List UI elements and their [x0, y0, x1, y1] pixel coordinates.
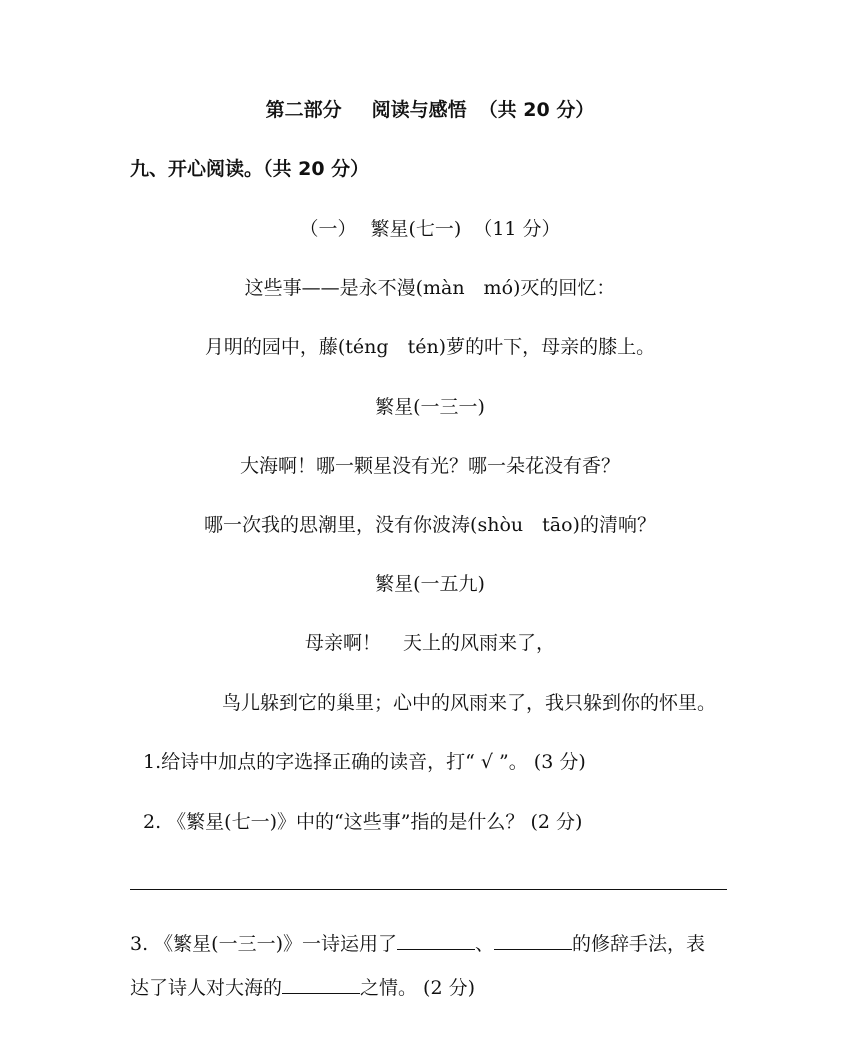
question-3-text-c: 达了诗人对大海的	[130, 977, 283, 999]
poem1-score: （11 分）	[473, 218, 561, 240]
answer-blank-2[interactable]	[494, 931, 572, 950]
poem2-title: 繁星(一三一)	[375, 396, 485, 418]
poem3-title: 繁星(一五九)	[375, 573, 485, 595]
question-3-text-a: 3. 《繁星(一三一)》一诗运用了	[130, 933, 397, 955]
poem2-line2: 哪一次我的思潮里，没有你波涛(shòu tāo)的清响？	[204, 514, 656, 536]
poem3-line1-part-a: 母亲啊！	[304, 632, 381, 654]
answer-blank-3[interactable]	[282, 975, 360, 994]
question-3-text-d: 之情。 (2 分)	[360, 977, 476, 999]
poem1-title: 繁星(七一)	[370, 218, 462, 240]
poem2-line1: 大海啊！哪一颗星没有光？哪一朵花没有香？	[239, 455, 620, 477]
part-name: 阅读与感悟	[371, 99, 467, 121]
question-3-line2	[130, 975, 475, 1000]
question-3-text-b: 的修辞手法，表	[572, 933, 706, 955]
poem3-line1-part-b: 天上的风雨来了，	[403, 632, 556, 654]
answer-line[interactable]	[130, 889, 727, 890]
poem3-line2: 鸟儿躲到它的巢里；心中的风雨来了，我只躲到你的怀里。	[222, 692, 717, 714]
part-title	[0, 98, 860, 122]
poem1-line2: 月明的园中，藤(téng tén)萝的叶下，母亲的膝上。	[204, 336, 656, 358]
question-2: 2. 《繁星(七一)》中的“这些事”指的是什么？ (2 分)	[143, 811, 583, 833]
question-3-line1	[130, 931, 705, 956]
question-3-separator: 、	[475, 933, 495, 955]
poem3-line1	[0, 631, 860, 655]
section-heading: 九、开心阅读。（共 20 分）	[130, 158, 370, 180]
part-score: （共 20 分）	[478, 99, 595, 121]
answer-blank-1[interactable]	[397, 931, 475, 950]
question-1: 1.给诗中加点的字选择正确的读音，打“ √ ”。 (3 分)	[143, 751, 586, 773]
poem1-number: （一）	[299, 218, 357, 240]
poem1-heading	[0, 217, 860, 241]
part-label: 第二部分	[265, 99, 342, 121]
poem1-line1: 这些事——是永不漫(màn mó)灭的回忆：	[244, 277, 616, 299]
